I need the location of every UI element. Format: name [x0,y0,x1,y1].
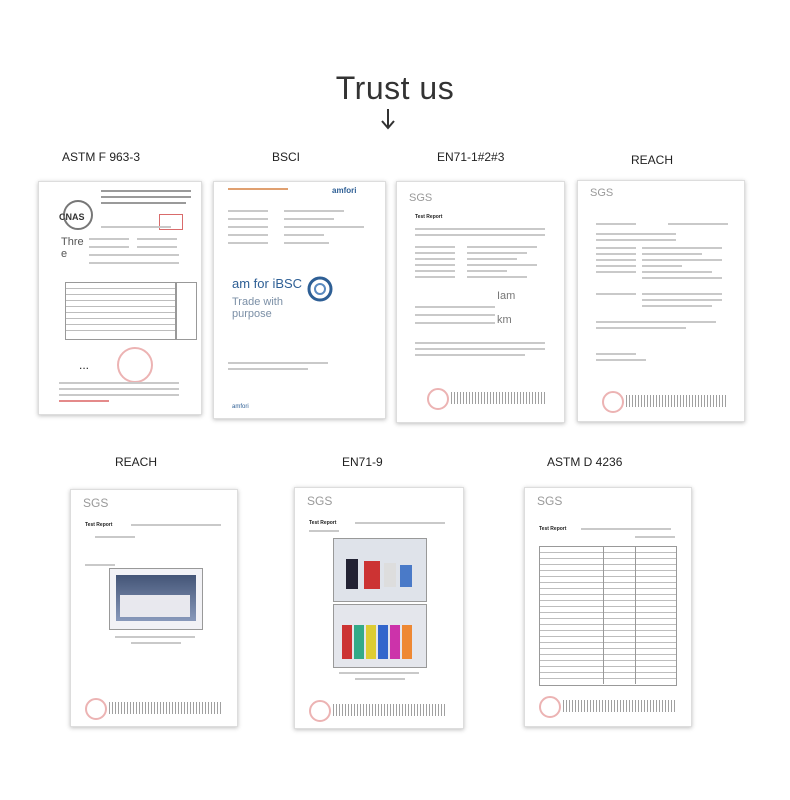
certificate-document-en71-9[interactable] [294,487,464,729]
bsci-text-line2: Trade with purpose [232,296,283,320]
test-report-heading: Test Report [415,214,443,220]
sgs-logo: SGS [83,496,109,510]
amfori-footer-logo: amfori [232,404,249,410]
certificate-document-bsci[interactable] [213,181,386,419]
certificate-label-reach-1: REACH [631,153,674,167]
cnas-logo: CNAS [59,212,85,222]
certificate-label-bsci: BSCI [272,150,301,164]
certificate-document-astm-d4236[interactable] [524,487,692,727]
certificate-label-astm-d4236: ASTM D 4236 [547,455,623,469]
test-report-heading: Test Report [309,520,337,526]
sgs-seal [427,388,449,410]
certificate-label-en71-123: EN71-1#2#3 [437,150,505,164]
certificate-document-en71-123[interactable] [396,181,565,423]
certificate-document-reach-2[interactable] [70,489,238,727]
en71-text-km: km [497,314,512,326]
product-photo [109,568,203,630]
test-report-heading: Test Report [85,522,113,528]
sgs-logo: SGS [590,187,614,199]
product-photo-bottom [333,604,427,668]
red-seal [117,347,153,383]
amfori-logo: amfori [332,186,357,195]
sgs-logo: SGS [307,494,333,508]
certificate-label-en71-9: EN71-9 [342,455,383,469]
certificate-label-reach-2: REACH [115,455,158,469]
page-title: Trust us [335,70,455,106]
sgs-seal [539,696,561,718]
bsci-text-line1: am for iBSC [232,276,303,291]
sgs-seal [309,700,331,722]
certificate-document-astm-f963[interactable] [38,181,202,415]
sgs-seal [85,698,107,720]
sgs-logo: SGS [537,494,563,508]
certificate-document-reach-1[interactable] [577,180,745,422]
astm-dots: ... [79,358,90,372]
astm-overlay-text: Thre e [61,236,84,260]
arrow-down-icon [381,108,395,130]
sgs-seal [602,391,624,413]
product-photo-top [333,538,427,602]
sgs-logo: SGS [409,192,433,204]
test-report-heading: Test Report [539,526,567,532]
cnas-seal [63,200,93,230]
en71-text-iam: Iam [497,290,516,302]
certificate-label-astm-f963: ASTM F 963-3 [62,150,141,164]
bsci-logo-icon [306,275,334,303]
